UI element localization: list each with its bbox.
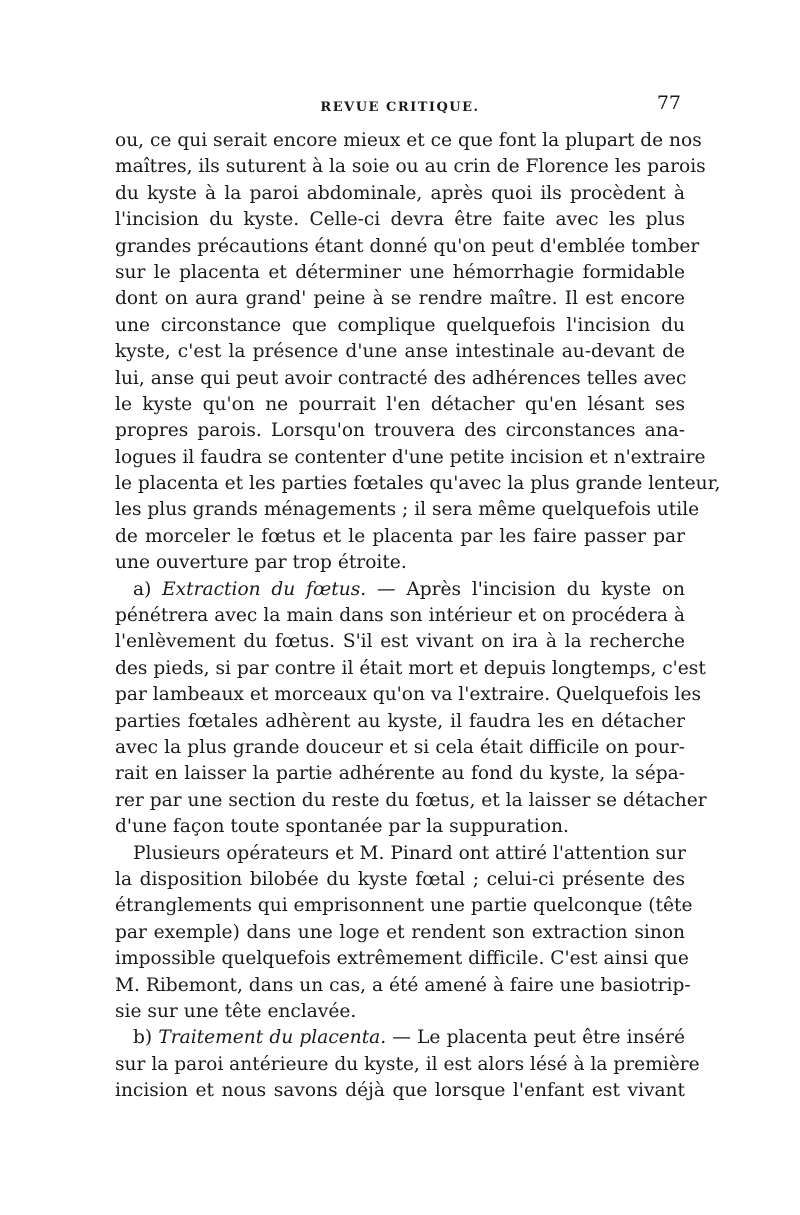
- text-line: propres parois. Lorsqu'on trouvera des circonstances ana-: [115, 420, 685, 442]
- text-line: impossible quelquefois extrêmement difficile. C'est ainsi que: [115, 948, 689, 970]
- text-line: lui, anse qui peut avoir contracté des adhérences telles avec: [115, 367, 687, 389]
- section-b-first-line: — Le placenta peut être inséré: [392, 1027, 685, 1049]
- text-line: incision et nous savons déjà que lorsque l'enfant est vivant: [115, 1080, 685, 1102]
- text-line: maîtres, ils suturent à la soie ou au crin de Florence les parois: [115, 156, 706, 178]
- text-line: par exemple) dans une loge et rendent son extraction sinon: [115, 921, 685, 943]
- text-line: l'incision du kyste. Celle-ci devra être faite avec les plus: [115, 209, 685, 231]
- text-line: sur la paroi antérieure du kyste, il est alors lésé à la première: [115, 1053, 700, 1075]
- text-line: avec la plus grande douceur et si cela était difficile on pour-: [115, 736, 685, 758]
- body-text: [115, 128, 721, 1104]
- text-line: du kyste à la paroi abdominale, après quoi ils procèdent à: [115, 182, 685, 204]
- text-line: des pieds, si par contre il était mort et depuis longtemps, c'est: [115, 657, 706, 679]
- page-number: 77: [656, 92, 681, 114]
- text-line: dont on aura grand' peine à se rendre maître. Il est encore: [115, 288, 685, 310]
- section-b-heading-line: [115, 1025, 685, 1051]
- section-b-label: b): [133, 1027, 153, 1049]
- running-title: REVUE CRITIQUE.: [320, 100, 480, 115]
- text-line: une circonstance que complique quelquefois l'incision du: [115, 314, 685, 336]
- text-line: ou, ce qui serait encore mieux et ce que font la plupart de nos: [115, 130, 702, 151]
- text-line: M. Ribemont, dans un cas, a été amené à faire une basiotrip-: [115, 974, 691, 996]
- text-line: de morceler le fœtus et le placenta par les faire passer par: [115, 525, 685, 547]
- text-line: grandes précautions étant donné qu'on peut d'emblée tomber: [115, 235, 700, 257]
- text-line: rer par une section du reste du fœtus, et la laisser se détacher: [115, 789, 707, 811]
- section-a-title: Extraction du fœtus.: [162, 578, 367, 600]
- text-line: l'enlèvement du fœtus. S'il est vivant on ira à la recherche: [115, 631, 685, 653]
- section-a-first-line: — Après l'incision du kyste on: [376, 578, 685, 600]
- text-line: rait en laisser la partie adhérente au fond du kyste, la sépa-: [115, 763, 685, 785]
- section-b-title: Traitement du placenta.: [158, 1027, 387, 1049]
- text-line: sur le placenta et déterminer une hémorrhagie formidable: [115, 261, 685, 283]
- paragraph-first-line: Plusieurs opérateurs et M. Pinard ont attiré l'attention sur: [133, 842, 686, 864]
- section-a-label: a): [133, 578, 152, 600]
- text-line: les plus grands ménagements ; il sera même quelquefois utile: [115, 499, 700, 521]
- page-header: [115, 92, 685, 122]
- text-line: la disposition bilobée du kyste fœtal ; celui-ci présente des: [115, 868, 685, 890]
- text-line: parties fœtales adhèrent au kyste, il faudra les en détacher: [115, 710, 685, 732]
- text-line: pénétrera avec la main dans son intérieur et on procédera à: [115, 605, 685, 627]
- text-line: kyste, c'est la présence d'une anse intestinale au-devant de: [115, 341, 685, 363]
- text-line: une ouverture par trop étroite.: [115, 552, 407, 574]
- text-line: par lambeaux et morceaux qu'on va l'extraire. Quelquefois les: [115, 684, 702, 706]
- text-line: le placenta et les parties fœtales qu'avec la plus grande lenteur,: [115, 473, 721, 495]
- text-line: logues il faudra se contenter d'une petite incision et n'extraire: [115, 446, 706, 468]
- text-line: le kyste qu'on ne pourrait l'en détacher qu'en lésant ses: [115, 393, 685, 415]
- text-line: étranglements qui emprisonnent une partie quelconque (tête: [115, 895, 693, 917]
- section-a-heading-line: [115, 577, 685, 603]
- text-line: d'une façon toute spontanée par la suppuration.: [115, 816, 569, 838]
- text-line: sie sur une tête enclavée.: [115, 1000, 357, 1022]
